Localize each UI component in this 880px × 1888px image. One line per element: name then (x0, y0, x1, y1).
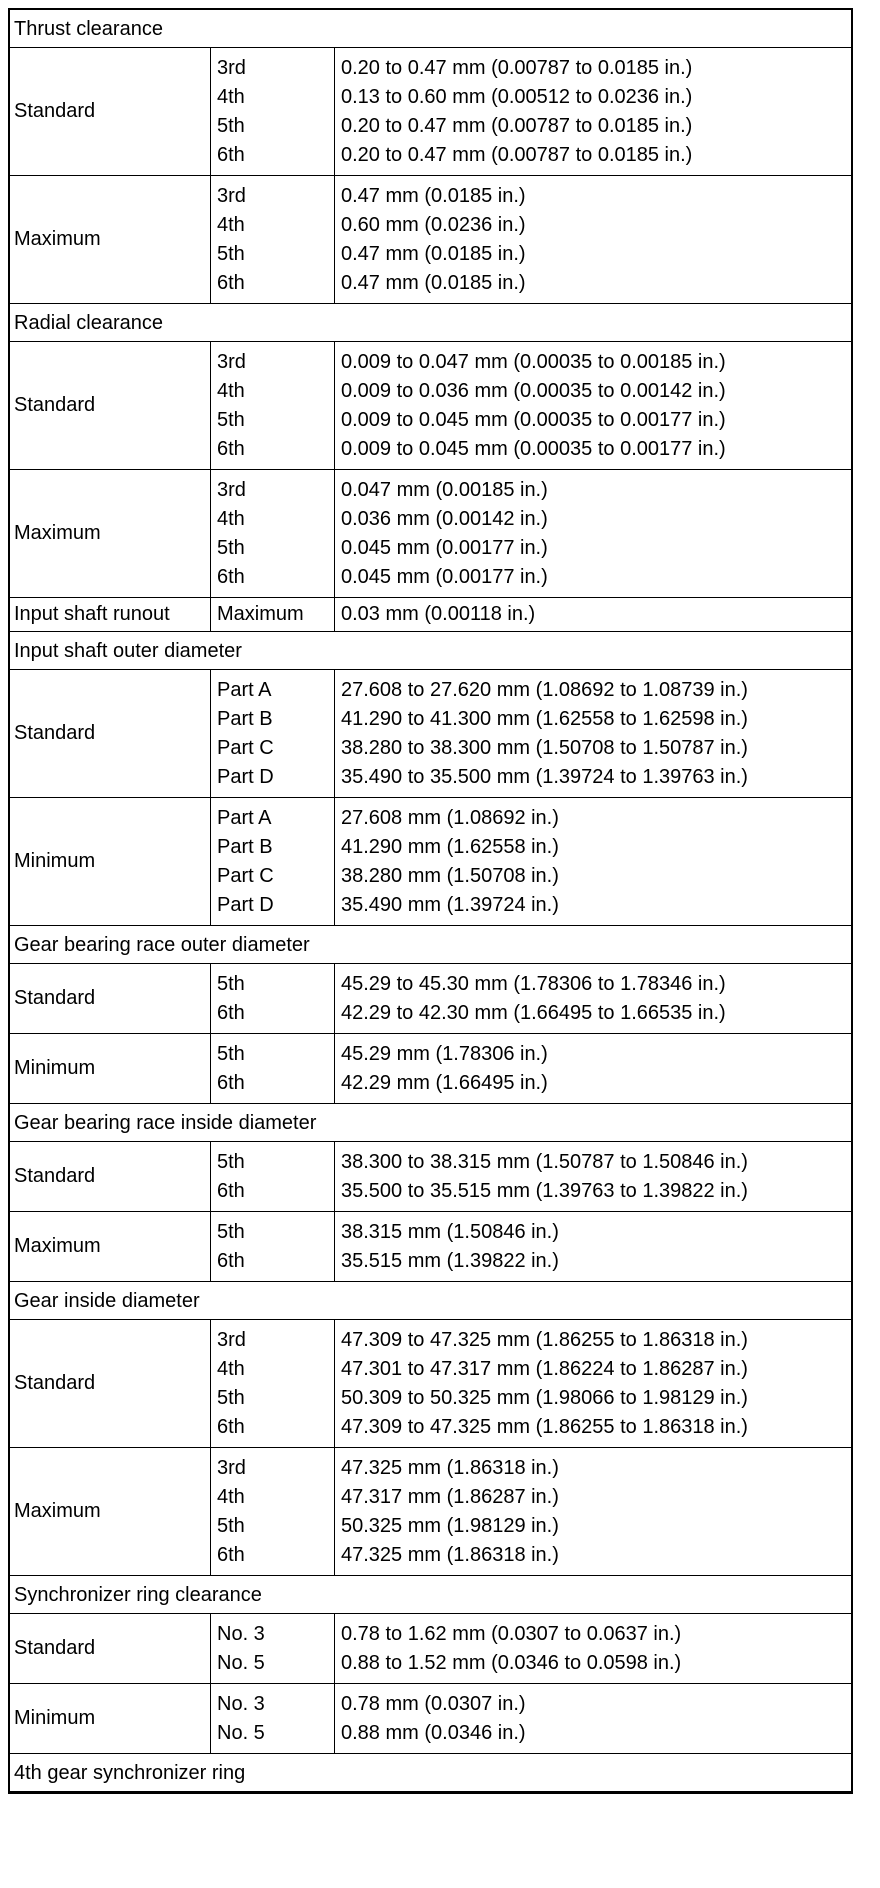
spec-row (10, 342, 851, 470)
spec-item: 5th (217, 408, 245, 431)
spec-label: Standard (10, 1142, 211, 1211)
spec-item-column (211, 1320, 335, 1447)
spec-item: 6th (217, 565, 245, 588)
spec-value: 45.29 mm (1.78306 in.) (341, 1042, 548, 1065)
spec-item: 3rd (217, 478, 246, 501)
spec-item-column (211, 1614, 335, 1683)
spec-item: 5th (217, 1220, 245, 1243)
spec-value: 0.045 mm (0.00177 in.) (341, 536, 548, 559)
spec-value: 38.315 mm (1.50846 in.) (341, 1220, 559, 1243)
spec-item: 6th (217, 1249, 245, 1272)
spec-item: 4th (217, 507, 245, 530)
spec-item: 6th (217, 1179, 245, 1202)
spec-value: 0.13 to 0.60 mm (0.00512 to 0.0236 in.) (341, 85, 693, 108)
section-title: Gear bearing race outer diameter (10, 926, 851, 964)
spec-row (10, 670, 851, 798)
section-title: Gear inside diameter (10, 1282, 851, 1320)
spec-label: Standard (10, 964, 211, 1033)
spec-value-column (335, 1614, 851, 1683)
spec-item-column (211, 1212, 335, 1281)
spec-label: Standard (10, 48, 211, 175)
spec-value: 42.29 to 42.30 mm (1.66495 to 1.66535 in.) (341, 1001, 726, 1024)
spec-item: 5th (217, 1042, 245, 1065)
spec-row (10, 1142, 851, 1212)
spec-item: 5th (217, 972, 245, 995)
spec-item: 6th (217, 1543, 245, 1566)
spec-row (10, 798, 851, 926)
spec-row (10, 1034, 851, 1104)
spec-value-column (335, 598, 851, 631)
section-title: Gear bearing race inside diameter (10, 1104, 851, 1142)
spec-item: Part D (217, 893, 274, 916)
spec-row (10, 1448, 851, 1576)
spec-item: 5th (217, 1386, 245, 1409)
spec-value: 0.009 to 0.047 mm (0.00035 to 0.00185 in.) (341, 350, 726, 373)
spec-label: Standard (10, 1320, 211, 1447)
spec-value-column (335, 1034, 851, 1103)
spec-value: 47.325 mm (1.86318 in.) (341, 1456, 559, 1479)
spec-value-column (335, 342, 851, 469)
spec-value: 0.20 to 0.47 mm (0.00787 to 0.0185 in.) (341, 56, 693, 79)
spec-item: 3rd (217, 1456, 246, 1479)
spec-value: 27.608 to 27.620 mm (1.08692 to 1.08739 in.) (341, 678, 748, 701)
spec-item-column (211, 964, 335, 1033)
spec-item: Part C (217, 736, 274, 759)
spec-item: 4th (217, 1357, 245, 1380)
spec-row (10, 48, 851, 176)
spec-item-column (211, 1448, 335, 1575)
section-title: Input shaft outer diameter (10, 632, 851, 670)
spec-item: No. 3 (217, 1622, 265, 1645)
spec-item: Part B (217, 835, 273, 858)
spec-value: 47.317 mm (1.86287 in.) (341, 1485, 559, 1508)
spec-item: 4th (217, 379, 245, 402)
spec-item: 6th (217, 1071, 245, 1094)
spec-item-column (211, 1142, 335, 1211)
spec-item: No. 5 (217, 1721, 265, 1744)
spec-value: 0.047 mm (0.00185 in.) (341, 478, 548, 501)
spec-item: 5th (217, 114, 245, 137)
spec-row (10, 598, 851, 632)
spec-value: 27.608 mm (1.08692 in.) (341, 806, 559, 829)
spec-value: 47.325 mm (1.86318 in.) (341, 1543, 559, 1566)
spec-value: 0.009 to 0.045 mm (0.00035 to 0.00177 in.) (341, 408, 726, 431)
spec-value-column (335, 1212, 851, 1281)
spec-value: 41.290 to 41.300 mm (1.62558 to 1.62598 in.) (341, 707, 748, 730)
spec-item-column (211, 470, 335, 597)
spec-value-column (335, 1448, 851, 1575)
spec-value: 0.78 to 1.62 mm (0.0307 to 0.0637 in.) (341, 1622, 682, 1645)
spec-label: Input shaft runout (10, 598, 211, 631)
spec-label: Minimum (10, 1034, 211, 1103)
spec-item: Part A (217, 678, 272, 701)
spec-value-column (335, 964, 851, 1033)
spec-value: 35.490 to 35.500 mm (1.39724 to 1.39763 in.) (341, 765, 748, 788)
spec-item: 4th (217, 1485, 245, 1508)
section-title: Thrust clearance (10, 10, 851, 48)
spec-row (10, 964, 851, 1034)
spec-item: 6th (217, 1001, 245, 1024)
spec-value: 38.300 to 38.315 mm (1.50787 to 1.50846 in.) (341, 1150, 748, 1173)
spec-value-column (335, 176, 851, 303)
spec-item-column (211, 1684, 335, 1753)
spec-value: 41.290 mm (1.62558 in.) (341, 835, 559, 858)
spec-item: Part D (217, 765, 274, 788)
spec-row (10, 1614, 851, 1684)
spec-label: Maximum (10, 176, 211, 303)
spec-value-column (335, 798, 851, 925)
spec-row (10, 1212, 851, 1282)
spec-item: 5th (217, 1514, 245, 1537)
spec-item: Maximum (217, 603, 304, 625)
section-title: Radial clearance (10, 304, 851, 342)
spec-item-column (211, 176, 335, 303)
spec-value: 0.88 to 1.52 mm (0.0346 to 0.0598 in.) (341, 1651, 682, 1674)
spec-item: Part C (217, 864, 274, 887)
spec-row (10, 1320, 851, 1448)
spec-value: 0.20 to 0.47 mm (0.00787 to 0.0185 in.) (341, 143, 693, 166)
spec-value-column (335, 1142, 851, 1211)
spec-value: 0.47 mm (0.0185 in.) (341, 184, 526, 207)
spec-label: Standard (10, 342, 211, 469)
spec-value: 35.500 to 35.515 mm (1.39763 to 1.39822 in.) (341, 1179, 748, 1202)
spec-label: Standard (10, 1614, 211, 1683)
spec-item: 5th (217, 242, 245, 265)
spec-item-column (211, 798, 335, 925)
spec-item-column (211, 342, 335, 469)
spec-label: Standard (10, 670, 211, 797)
spec-value-column (335, 1320, 851, 1447)
spec-item: 5th (217, 536, 245, 559)
spec-value: 0.03 mm (0.00118 in.) (341, 603, 536, 625)
spec-value: 0.47 mm (0.0185 in.) (341, 271, 526, 294)
spec-value: 45.29 to 45.30 mm (1.78306 to 1.78346 in.) (341, 972, 726, 995)
spec-value: 38.280 mm (1.50708 in.) (341, 864, 559, 887)
spec-value: 50.325 mm (1.98129 in.) (341, 1514, 559, 1537)
spec-value: 0.88 mm (0.0346 in.) (341, 1721, 526, 1744)
spec-value: 0.78 mm (0.0307 in.) (341, 1692, 526, 1715)
spec-item: 5th (217, 1150, 245, 1173)
spec-value: 47.309 to 47.325 mm (1.86255 to 1.86318 in.) (341, 1415, 748, 1438)
spec-item: 3rd (217, 350, 246, 373)
spec-item-column (211, 1034, 335, 1103)
spec-value-column (335, 670, 851, 797)
spec-value: 0.60 mm (0.0236 in.) (341, 213, 526, 236)
spec-value-column (335, 48, 851, 175)
section-title: 4th gear synchronizer ring (10, 1754, 851, 1792)
spec-value: 0.20 to 0.47 mm (0.00787 to 0.0185 in.) (341, 114, 693, 137)
spec-label: Maximum (10, 1448, 211, 1575)
spec-item: No. 5 (217, 1651, 265, 1674)
spec-item: Part A (217, 806, 272, 829)
spec-value: 35.515 mm (1.39822 in.) (341, 1249, 559, 1272)
spec-item-column (211, 598, 335, 631)
spec-value: 0.045 mm (0.00177 in.) (341, 565, 548, 588)
spec-row (10, 470, 851, 598)
spec-value: 0.47 mm (0.0185 in.) (341, 242, 526, 265)
spec-value-column (335, 1684, 851, 1753)
spec-item: 6th (217, 1415, 245, 1438)
spec-value: 0.036 mm (0.00142 in.) (341, 507, 548, 530)
spec-row (10, 176, 851, 304)
spec-item: 3rd (217, 56, 246, 79)
spec-item: 4th (217, 213, 245, 236)
spec-item: 3rd (217, 1328, 246, 1351)
spec-row (10, 1684, 851, 1754)
spec-item: 6th (217, 437, 245, 460)
spec-item: 3rd (217, 184, 246, 207)
spec-value: 38.280 to 38.300 mm (1.50708 to 1.50787 in.) (341, 736, 748, 759)
spec-item: 6th (217, 271, 245, 294)
spec-value: 0.009 to 0.045 mm (0.00035 to 0.00177 in.) (341, 437, 726, 460)
spec-item: Part B (217, 707, 273, 730)
spec-label: Minimum (10, 798, 211, 925)
section-title: Synchronizer ring clearance (10, 1576, 851, 1614)
spec-item: No. 3 (217, 1692, 265, 1715)
spec-item-column (211, 48, 335, 175)
spec-value: 50.309 to 50.325 mm (1.98066 to 1.98129 in.) (341, 1386, 748, 1409)
spec-label: Minimum (10, 1684, 211, 1753)
spec-table (8, 8, 853, 1794)
spec-label: Maximum (10, 470, 211, 597)
spec-value: 47.301 to 47.317 mm (1.86224 to 1.86287 in.) (341, 1357, 748, 1380)
spec-value: 42.29 mm (1.66495 in.) (341, 1071, 548, 1094)
spec-value: 0.009 to 0.036 mm (0.00035 to 0.00142 in.) (341, 379, 726, 402)
spec-item: 6th (217, 143, 245, 166)
spec-value: 47.309 to 47.325 mm (1.86255 to 1.86318 in.) (341, 1328, 748, 1351)
spec-label: Maximum (10, 1212, 211, 1281)
spec-item-column (211, 670, 335, 797)
spec-value: 35.490 mm (1.39724 in.) (341, 893, 559, 916)
spec-item: 4th (217, 85, 245, 108)
spec-value-column (335, 470, 851, 597)
